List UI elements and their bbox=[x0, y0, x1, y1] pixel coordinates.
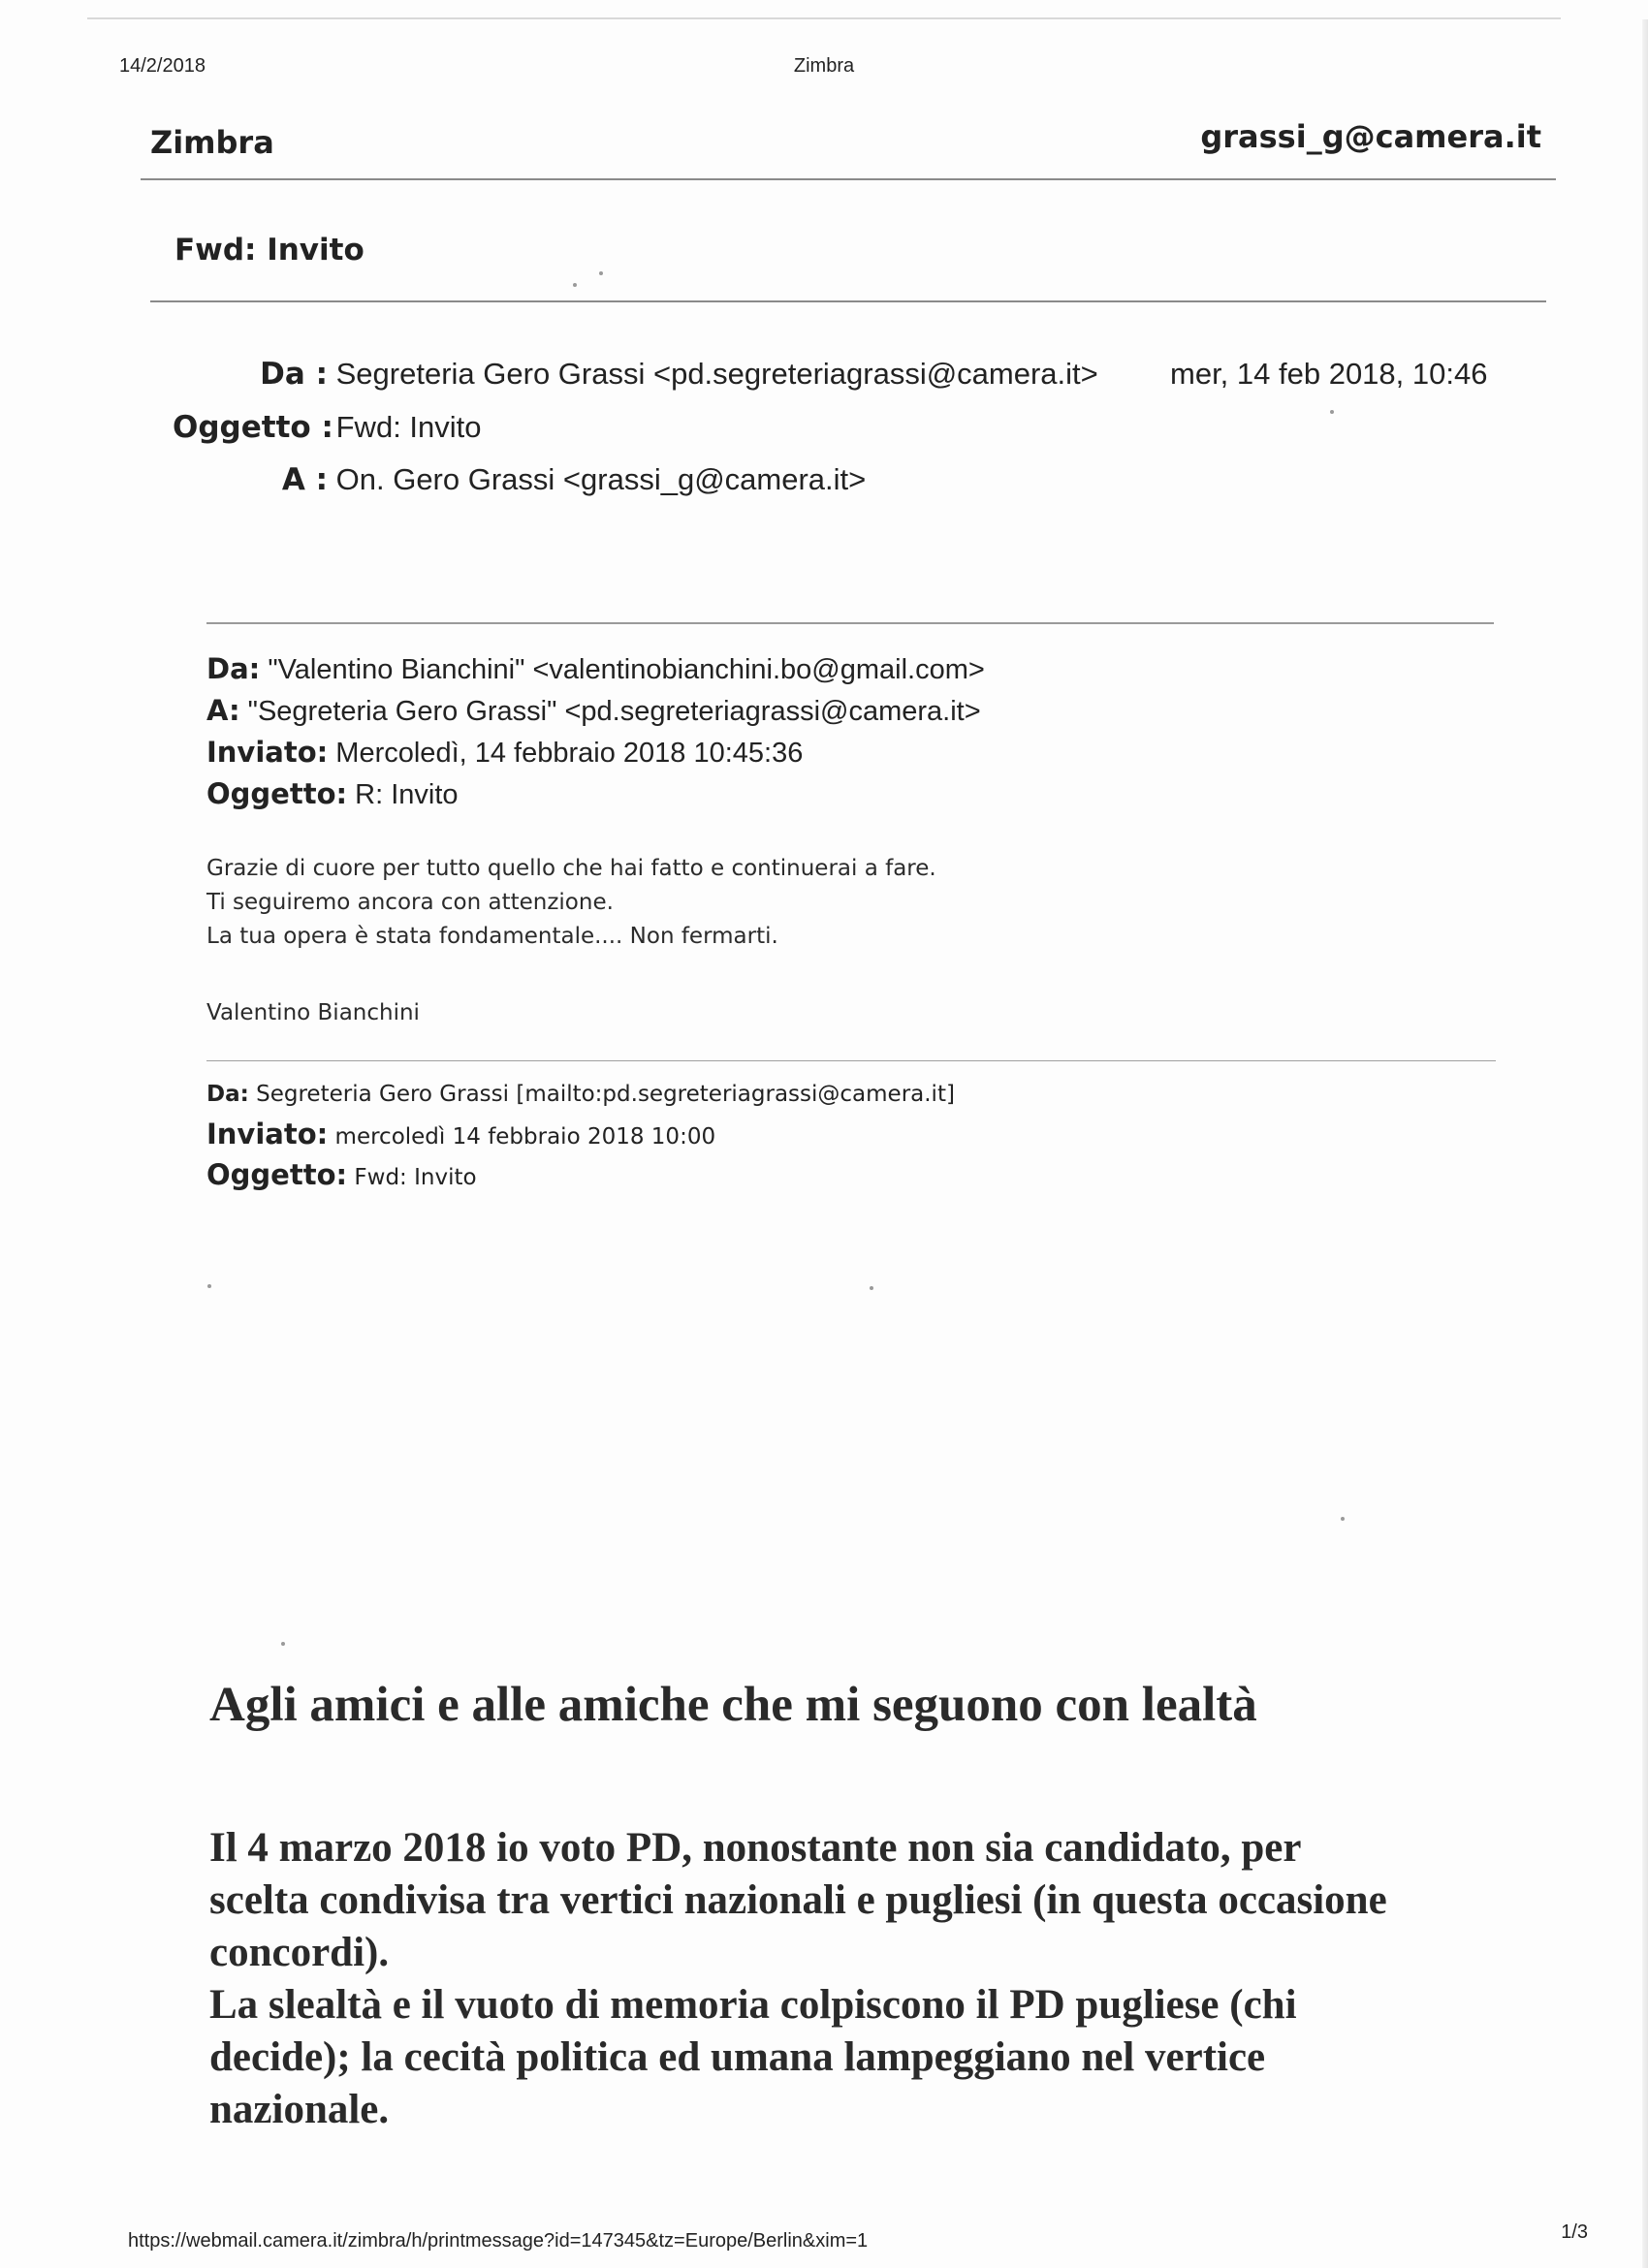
from-row bbox=[173, 357, 1098, 392]
message-subject: Fwd: Invito bbox=[174, 233, 364, 268]
reply-subject-label: Oggetto: bbox=[206, 777, 348, 810]
letter-line: decide); la cecità politica ed umana lampeggiano nel vertice bbox=[209, 2034, 1266, 2080]
header-divider bbox=[141, 178, 1556, 180]
letter-line: nazionale. bbox=[209, 2087, 390, 2132]
reply-subject-value: R: Invito bbox=[355, 779, 459, 810]
account-email: grassi_g@camera.it bbox=[1200, 118, 1541, 155]
reply-from-value: "Valentino Bianchini" <valentinobianchini.bo@gmail.com> bbox=[268, 654, 985, 685]
print-title: Zimbra bbox=[793, 55, 855, 77]
reply-sent-value: Mercoledì, 14 febbraio 2018 10:45:36 bbox=[335, 738, 804, 769]
reply-signature: Valentino Bianchini bbox=[206, 1000, 420, 1025]
scan-speck bbox=[281, 1642, 285, 1646]
reply-subject-row bbox=[206, 777, 459, 811]
reply-from-row bbox=[206, 652, 985, 686]
original-from-label: Da: bbox=[206, 1082, 249, 1107]
reply-to-label: A: bbox=[206, 694, 240, 727]
original-from-value: Segreteria Gero Grassi [mailto:pd.segreteriagrassi@camera.it] bbox=[256, 1082, 955, 1107]
message-date: mer, 14 feb 2018, 10:46 bbox=[1170, 357, 1488, 391]
original-sent-value: mercoledì 14 febbraio 2018 10:00 bbox=[334, 1124, 716, 1150]
scan-speck bbox=[1330, 410, 1334, 414]
scan-edge bbox=[87, 17, 1561, 19]
reply-body-line: Ti seguiremo ancora con attenzione. bbox=[206, 890, 614, 915]
subject-divider bbox=[150, 300, 1546, 302]
letter-paragraph bbox=[209, 1822, 1547, 2136]
letter-line: Il 4 marzo 2018 io voto PD, nonostante non sia candidato, per bbox=[209, 1825, 1302, 1871]
letter-heading: Agli amici e alle amiche che mi seguono con lealtà bbox=[209, 1678, 1257, 1732]
original-subject-label: Oggetto: bbox=[206, 1158, 348, 1191]
reply-from-label: Da: bbox=[206, 652, 261, 685]
to-row bbox=[173, 462, 866, 497]
scan-speck bbox=[599, 271, 603, 275]
subject-value: Fwd: Invito bbox=[335, 410, 482, 444]
quote-divider bbox=[206, 622, 1494, 624]
subject-row bbox=[173, 410, 482, 445]
print-date: 14/2/2018 bbox=[119, 55, 206, 77]
original-sent-label: Inviato: bbox=[206, 1118, 329, 1150]
letter-line: La slealtà e il vuoto di memoria colpiscono il PD pugliese (chi bbox=[209, 1982, 1297, 2028]
original-sent-row bbox=[206, 1118, 715, 1150]
letter-line: scelta condivisa tra vertici nazionali e pugliesi (in questa occasione bbox=[209, 1877, 1387, 1923]
from-label: Da : bbox=[260, 357, 328, 392]
reply-body-line: Grazie di cuore per tutto quello che hai fatto e continuerai a fare. bbox=[206, 856, 936, 881]
reply-body-line: La tua opera è stata fondamentale.... Non fermarti. bbox=[206, 924, 778, 949]
scan-speck bbox=[870, 1286, 873, 1290]
reply-to-row bbox=[206, 694, 981, 728]
page-number: 1/3 bbox=[1561, 2221, 1588, 2243]
from-value: Segreteria Gero Grassi <pd.segreteriagrassi@camera.it> bbox=[335, 357, 1098, 391]
original-from-row bbox=[206, 1082, 955, 1107]
reply-to-value: "Segreteria Gero Grassi" <pd.segreteriagrassi@camera.it> bbox=[247, 696, 981, 727]
to-label: A : bbox=[281, 462, 328, 497]
scan-speck bbox=[207, 1284, 211, 1288]
scan-edge-shadow bbox=[1642, 19, 1648, 2268]
letter-line: concordi). bbox=[209, 1930, 390, 1975]
subject-label: Oggetto : bbox=[173, 410, 333, 445]
print-url: https://webmail.camera.it/zimbra/h/printmessage?id=147345&tz=Europe/Berlin&xim=1 bbox=[128, 2230, 869, 2252]
reply-sent-row bbox=[206, 736, 803, 770]
app-name: Zimbra bbox=[150, 124, 274, 161]
scan-speck bbox=[1341, 1517, 1345, 1521]
original-subject-value: Fwd: Invito bbox=[354, 1165, 477, 1190]
reply-sent-label: Inviato: bbox=[206, 736, 329, 769]
scan-speck bbox=[573, 283, 577, 287]
original-divider bbox=[206, 1060, 1496, 1061]
original-subject-row bbox=[206, 1158, 477, 1191]
to-value: On. Gero Grassi <grassi_g@camera.it> bbox=[335, 462, 867, 496]
